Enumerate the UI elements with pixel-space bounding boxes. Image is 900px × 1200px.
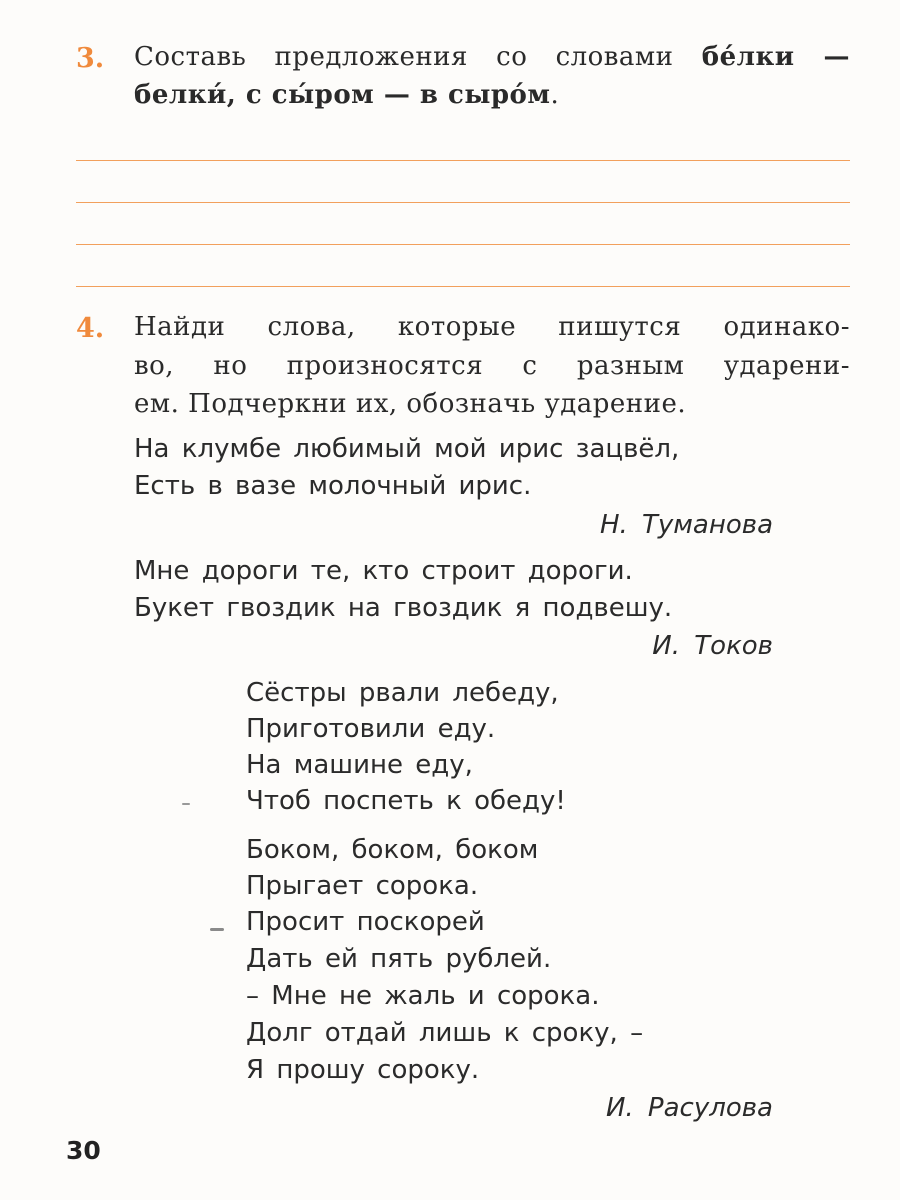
poem-3-stanza-2-line-6: Долг отдай лишь к сроку, – bbox=[246, 1018, 644, 1048]
poem-3-stanza-1-line-4: Чтоб поспеть к обеду! bbox=[246, 786, 566, 816]
poem-3-stanza-2-line-3: Просит поскорей bbox=[246, 907, 485, 937]
poem-3-stanza-2-line-2: Прыгает сорока. bbox=[246, 871, 479, 901]
print-speck-1 bbox=[182, 803, 190, 805]
task-4-instruction-line-1: Найди слова, которые пишутся одинако- bbox=[134, 312, 850, 342]
task-4-instruction-line-3: ем. Подчеркни их, обозначь ударение. bbox=[134, 389, 687, 419]
poem-1-author: Н. Туманова bbox=[599, 510, 773, 540]
task-4-number: 4. bbox=[76, 313, 105, 344]
poem-2-line-1: Мне дороги те, кто строит дороги. bbox=[134, 556, 633, 586]
poem-2-line-2: Букет гвоздик на гвоздик я подвешу. bbox=[134, 593, 673, 623]
writing-line-3[interactable] bbox=[76, 244, 850, 245]
poem-1-line-2: Есть в вазе молочный ирис. bbox=[134, 471, 532, 501]
writing-line-2[interactable] bbox=[76, 202, 850, 203]
task-4-instruction-line-2: во, но произносятся с разным ударени- bbox=[134, 351, 850, 381]
poem-3-stanza-2-line-5: – Мне не жаль и сорока. bbox=[246, 981, 600, 1011]
poem-3-stanza-1-line-2: Приготовили еду. bbox=[246, 714, 496, 744]
poem-3-stanza-2-line-7: Я прошу сороку. bbox=[246, 1055, 480, 1085]
task-3-number: 3. bbox=[76, 43, 105, 74]
task-3-instruction-line-1: Составь предложения со словами бе́лки — bbox=[134, 42, 851, 72]
writing-line-1[interactable] bbox=[76, 160, 850, 161]
poem-3-stanza-1-line-1: Сёстры рвали лебеду, bbox=[246, 678, 559, 708]
task-3-words-bold-1: бе́лки — bbox=[701, 42, 851, 72]
poem-3-stanza-2-line-4: Дать ей пять рублей. bbox=[246, 944, 552, 974]
poem-1-line-1: На клумбе любимый мой ирис зацвёл, bbox=[134, 434, 680, 464]
page-number: 30 bbox=[66, 1136, 101, 1165]
task-3-instruction-line-2: белки́, с сы́ром — в сыро́м. bbox=[134, 80, 560, 110]
task-3-words-bold-2: белки́, с сы́ром — в сыро́м bbox=[134, 80, 551, 110]
poem-3-author: И. Расулова bbox=[605, 1093, 773, 1123]
poem-3-stanza-2-line-1: Боком, боком, боком bbox=[246, 835, 539, 865]
print-speck-2 bbox=[210, 928, 224, 931]
poem-3-stanza-1-line-3: На машине еду, bbox=[246, 750, 473, 780]
writing-line-4[interactable] bbox=[76, 286, 850, 287]
poem-2-author: И. Токов bbox=[652, 631, 773, 661]
